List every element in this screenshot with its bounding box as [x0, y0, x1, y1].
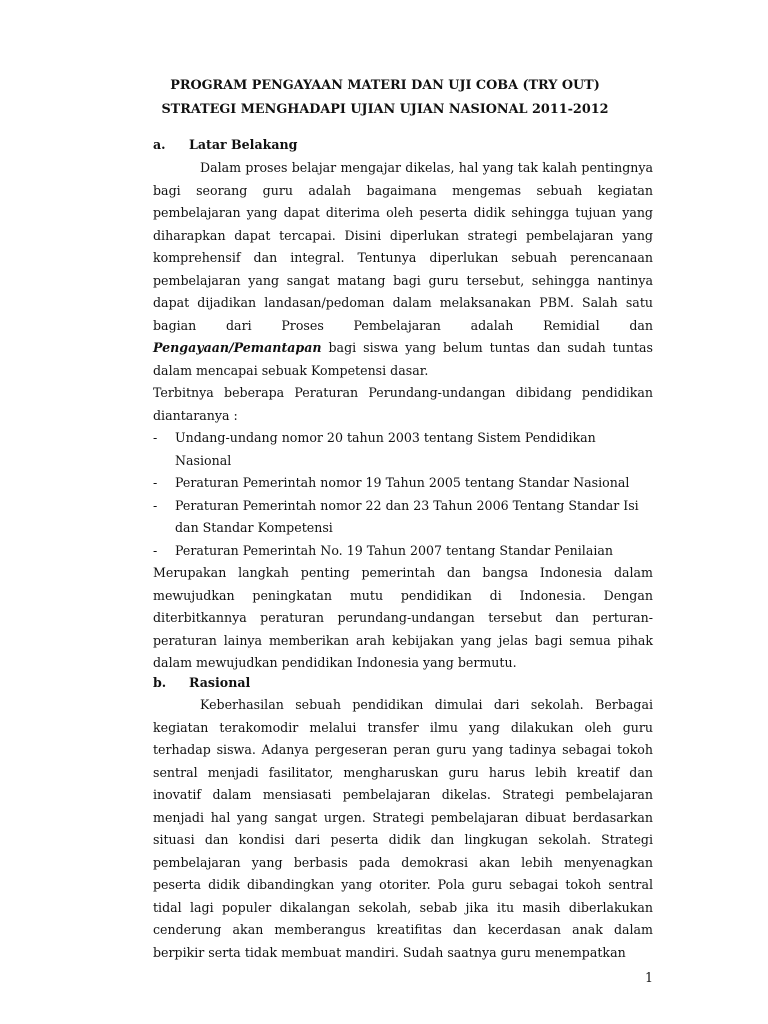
section-b-label: b.	[153, 675, 167, 690]
section-a-paragraph-1: Dalam proses belajar mengajar dikelas, hal yang tak kalah pentingnya bagi seorang guru adalah bagaimana mengemas sebuah kegiatan pembelajaran yang dapat diterima oleh peserta didik sehingga tujuan yang diharapkan dapat tercapai. Disini diperlukan strategi pembelajaran yang komprehensif dan integral. Tentunya diperlukan sebuah perencanaan pembelajaran yang sangat matang bagi guru tersebut, sehingga nantinya dapat dijadikan landasan/pedoman dalam melaksanakan PBM. Salah satu bagian dari Proses Pembelajaran adalah Remidial dan Pengayaan/Pemantapan bagi siswa yang belum tuntas dan sudah tuntas dalam mencapai sebuak Kompetensi dasar.	[153, 160, 653, 378]
emphasis-pengayaan: Pengayaan/Pemantapan	[153, 340, 322, 355]
section-a-title: Latar Belakang	[189, 137, 298, 152]
section-b-title: Rasional	[189, 675, 251, 690]
list-item: - Undang-undang nomor 20 tahun 2003 tentang Sistem Pendidikan Nasional	[153, 427, 653, 472]
list-item: - Peraturan Pemerintah nomor 19 Tahun 2005 tentang Standar Nasional	[153, 472, 653, 495]
section-a-label: a.	[153, 137, 166, 152]
list-item: - Peraturan Pemerintah No. 19 Tahun 2007 tentang Standar Penilaian	[153, 540, 653, 563]
section-b-body	[153, 694, 653, 964]
section-a-paragraph-3: Merupakan langkah penting pemerintah dan bangsa Indonesia dalam mewujudkan peningkatan mutu pendidikan di Indonesia. Dengan diterbitkannya peraturan perundang-undangan tersebut dan perturan-peraturan lainya memberikan arah kebijakan yang jelas bagi semua pihak dalam mewujudkan pendidikan Indonesia yang bermutu.	[153, 565, 653, 670]
section-b-heading	[153, 672, 250, 695]
section-a-heading	[153, 134, 297, 157]
document-title-line-2: STRATEGI MENGHADAPI UJIAN UJIAN NASIONAL 2011-2012	[161, 102, 609, 117]
section-a-body	[153, 157, 653, 675]
list-item: - Peraturan Pemerintah nomor 22 dan 23 Tahun 2006 Tentang Standar Isi dan Standar Kompetensi	[153, 495, 653, 540]
document-title-line-1: PROGRAM PENGAYAAN MATERI DAN UJI COBA (TRY OUT)	[170, 78, 600, 93]
section-b-paragraph-1: Keberhasilan sebuah pendidikan dimulai dari sekolah. Berbagai kegiatan terakomodir melalui transfer ilmu yang dilakukan oleh guru terhadap siswa. Adanya pergeseran peran guru yang tadinya sebagai tokoh sentral menjadi fasilitator, mengharuskan guru harus lebih kreatif dan inovatif dalam mensiasati pembelajaran dikelas. Strategi pembelajaran menjadi hal yang sangat urgen. Strategi pembelajaran dibuat berdasarkan situasi dan kondisi dari peserta didik dan lingkugan sekolah. Strategi pembelajaran yang berbasis pada demokrasi akan lebih menyenagkan peserta didik dibandingkan yang otoriter. Pola guru sebagai tokoh sentral tidal lagi populer dikalangan sekolah, sebab jika itu masih diberlakukan cenderung akan memberangus kreatifitas dan kecerdasan anak dalam berpikir serta tidak membuat mandiri. Sudah saatnya guru menempatkan	[153, 697, 653, 960]
page-number: 1	[645, 970, 654, 985]
section-a-paragraph-2: Terbitnya beberapa Peraturan Perundang-undangan dibidang pendidikan diantaranya :	[153, 385, 653, 423]
